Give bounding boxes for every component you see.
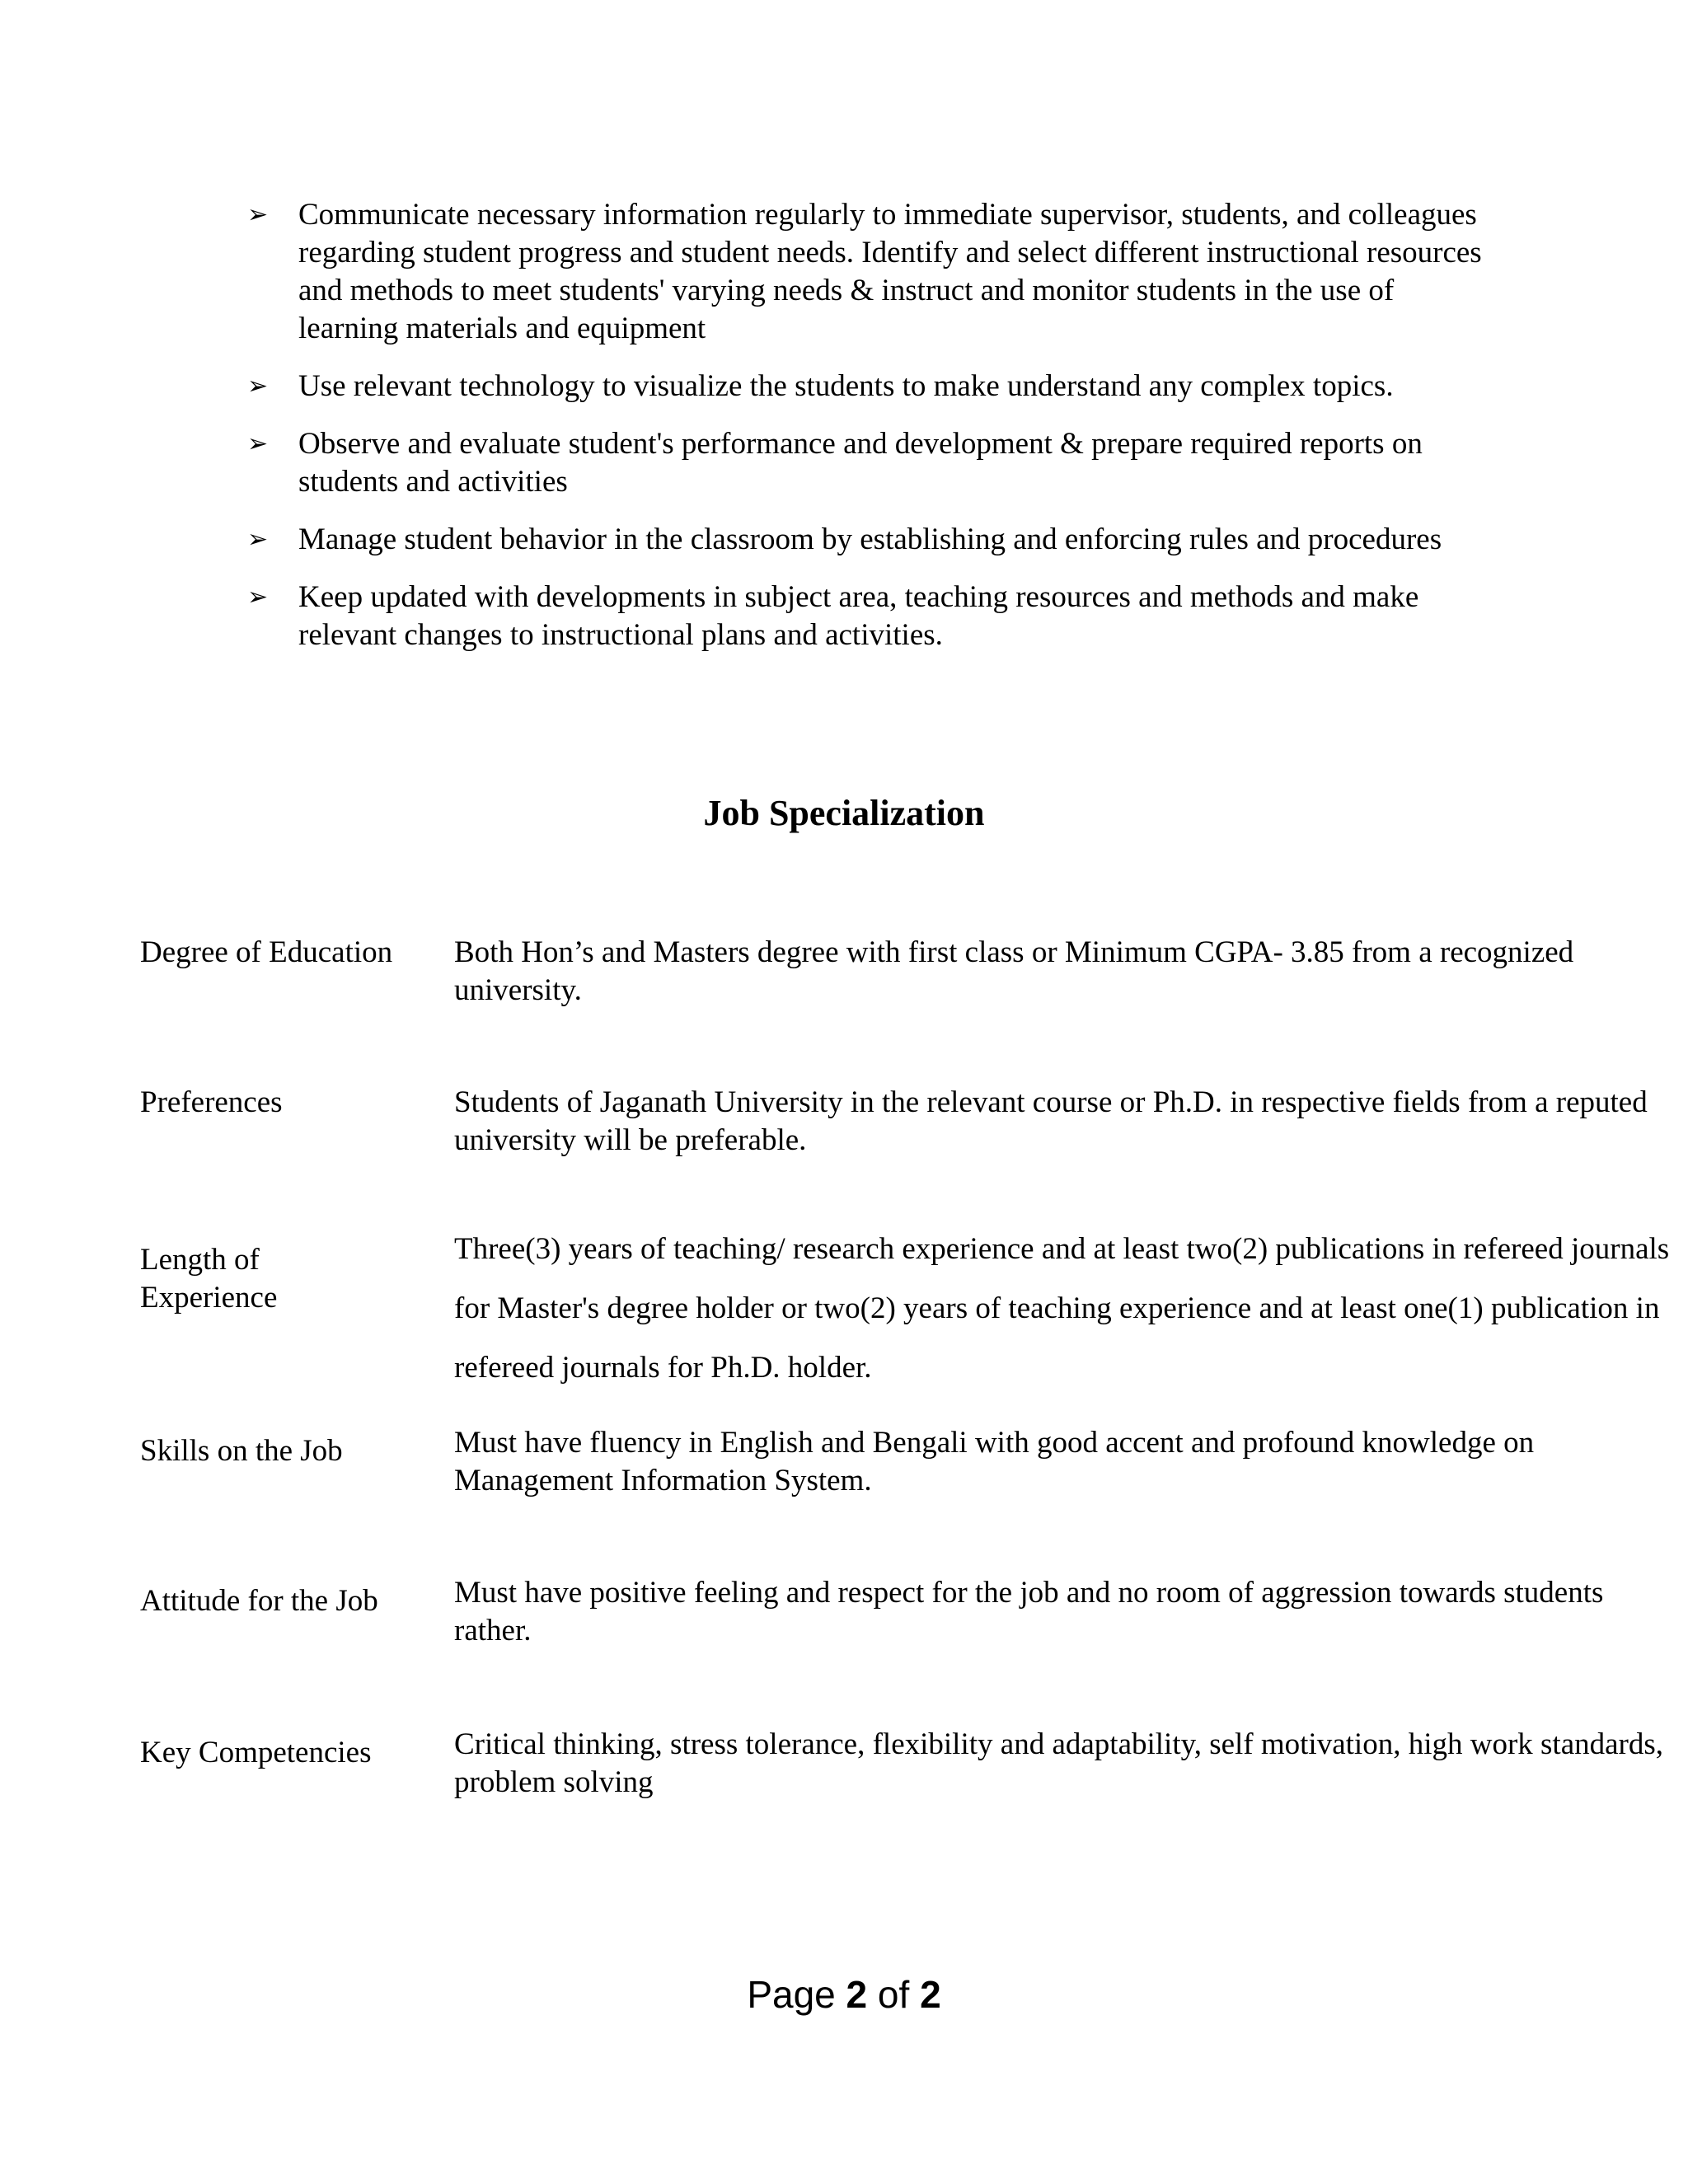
spec-value: Critical thinking, stress tolerance, flexibility and adaptability, self motivation, high work standards, problem solving bbox=[454, 1727, 1664, 1799]
list-item bbox=[247, 196, 1500, 348]
spec-label: Skills on the Job bbox=[140, 1434, 343, 1468]
spec-label: Key Competencies bbox=[140, 1736, 372, 1769]
spec-value: Students of Jaganath University in the relevant course or Ph.D. in respective fields from a reputed university will be preferable. bbox=[454, 1085, 1648, 1157]
list-item bbox=[247, 425, 1500, 501]
arrowhead-bullet-icon: ➢ bbox=[247, 372, 269, 401]
list-item-text: Use relevant technology to visualize the students to make understand any complex topics. bbox=[298, 369, 1394, 403]
spec-label: Degree of Education bbox=[140, 935, 393, 969]
arrowhead-bullet-icon: ➢ bbox=[247, 429, 269, 458]
arrowhead-bullet-icon: ➢ bbox=[247, 583, 269, 612]
spec-label: Length of Experience bbox=[140, 1243, 278, 1315]
spec-value: Must have positive feeling and respect for the job and no room of aggression towards students rather. bbox=[454, 1576, 1604, 1647]
page-word: Page bbox=[747, 1973, 836, 2016]
list-item-text: Communicate necessary information regularly to immediate supervisor, students, and colleagues regarding student progress and student needs. Identify and select different instructional resources and methods to meet students' varying needs & instruct and monitor students in the use of learning materials and equipment bbox=[298, 198, 1482, 345]
current-page-number: 2 bbox=[846, 1973, 868, 2016]
of-word: of bbox=[877, 1973, 910, 2016]
spec-value: Both Hon’s and Masters degree with first class or Minimum CGPA- 3.85 from a recognized university. bbox=[454, 935, 1574, 1007]
list-item-text: Keep updated with developments in subject area, teaching resources and methods and make relevant changes to instructional plans and activities. bbox=[298, 580, 1419, 652]
spec-value: Must have fluency in English and Bengali with good accent and profound knowledge on Management Information System. bbox=[454, 1426, 1535, 1497]
list-item bbox=[247, 368, 1500, 405]
responsibilities-list bbox=[247, 196, 1500, 674]
list-item bbox=[247, 521, 1500, 559]
total-pages-number: 2 bbox=[920, 1973, 941, 2016]
list-item-text: Observe and evaluate student's performance and development & prepare required reports on students and activities bbox=[298, 427, 1423, 499]
spec-value: Three(3) years of teaching/ research experience and at least two(2) publications in refereed journals for Master's degree holder or two(2) years of teaching experience and at least one(1) publication in refereed journals for Ph.D. holder. bbox=[454, 1232, 1670, 1385]
section-title: Job Specialization bbox=[703, 793, 985, 833]
list-item bbox=[247, 579, 1500, 654]
page-number-footer bbox=[0, 1971, 1688, 2018]
spec-label: Preferences bbox=[140, 1085, 283, 1119]
arrowhead-bullet-icon: ➢ bbox=[247, 525, 269, 554]
spec-label: Attitude for the Job bbox=[140, 1584, 378, 1618]
list-item-text: Manage student behavior in the classroom by establishing and enforcing rules and procedures bbox=[298, 523, 1442, 556]
arrowhead-bullet-icon: ➢ bbox=[247, 200, 269, 229]
